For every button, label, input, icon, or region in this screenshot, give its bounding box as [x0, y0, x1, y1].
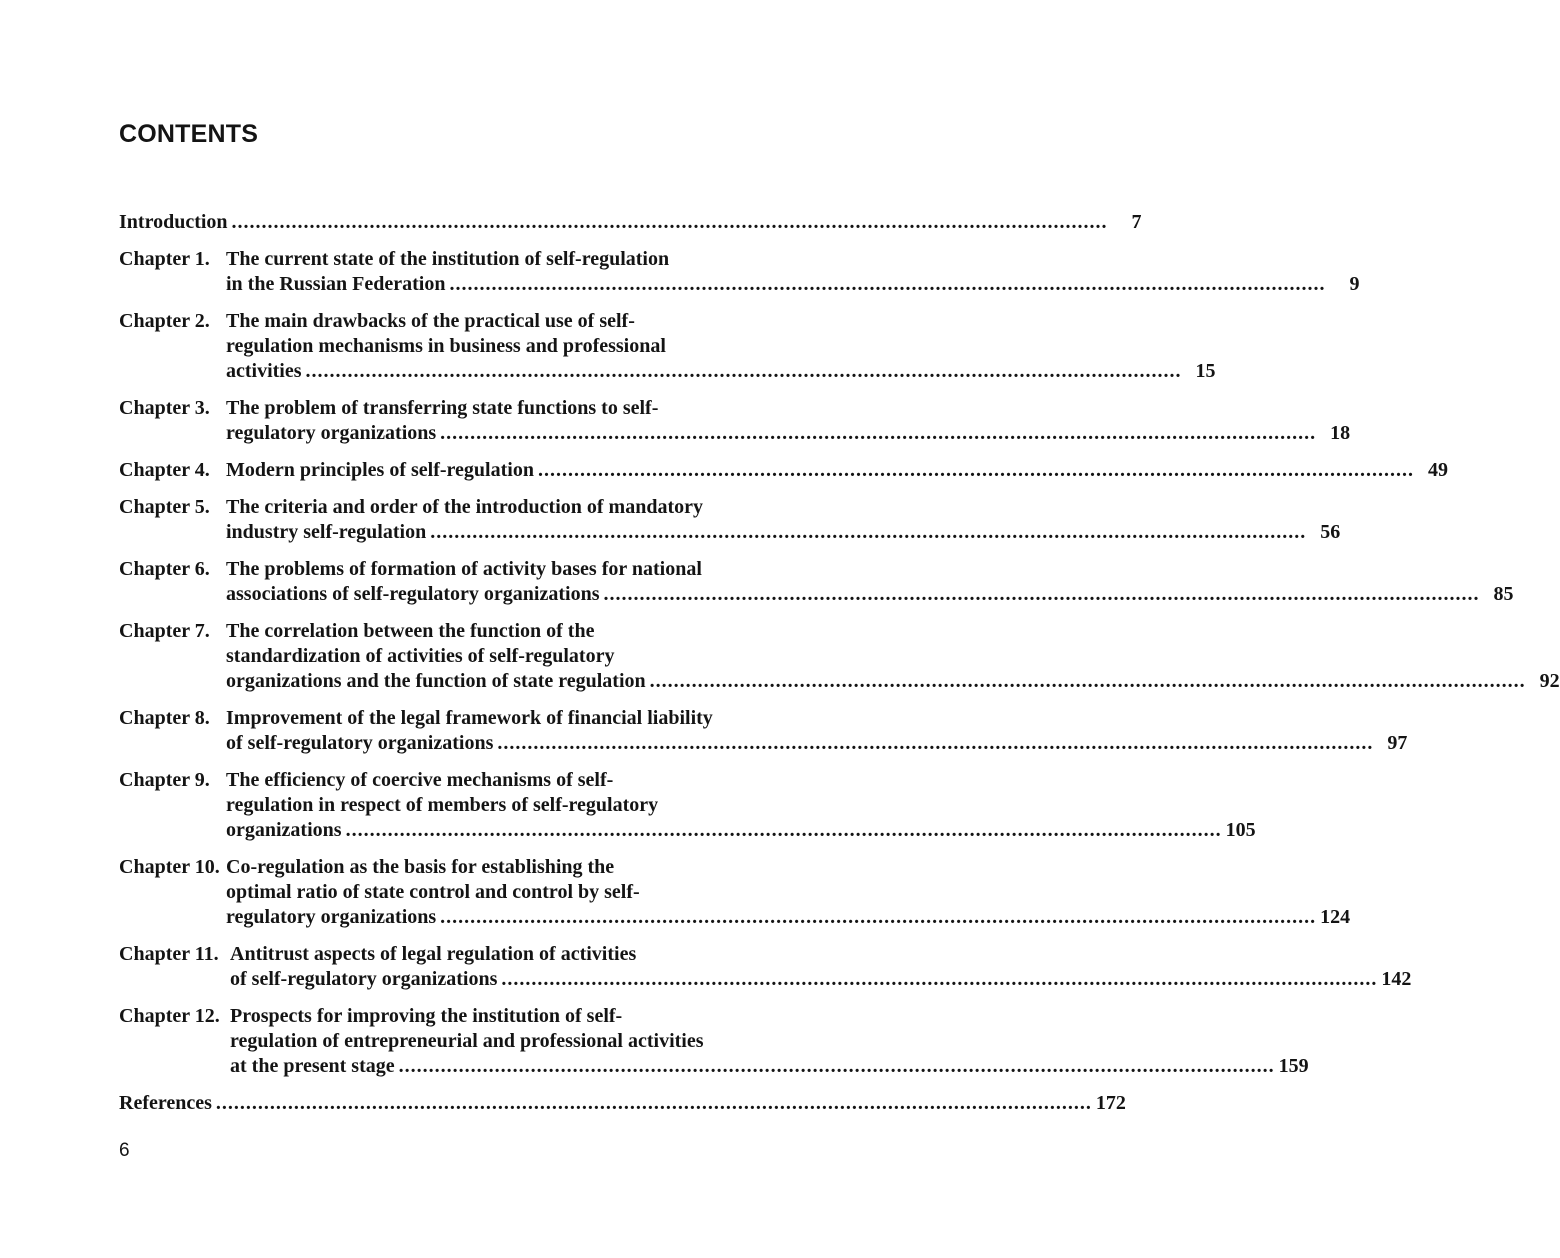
toc-entry-chapter-8: Chapter 8. Improvement of the legal framework of financial liability of self-regulatory organizations .................................................................................................................................................. 97: [119, 707, 1408, 754]
entry-title-line: The problem of transferring state functions to self-: [226, 397, 659, 419]
entry-page: 124: [1320, 906, 1351, 928]
chapter-label: Chapter 5.: [119, 496, 210, 518]
entry-title-line: Prospects for improving the institution of self-: [230, 1005, 623, 1027]
chapter-label: Chapter 2.: [119, 310, 210, 332]
entry-title-line: The correlation between the function of the: [226, 620, 595, 642]
chapter-label: Chapter 6.: [119, 558, 210, 580]
entry-page: 92: [1539, 670, 1560, 692]
entry-title-line: of self-regulatory organizations: [230, 968, 498, 990]
chapter-label: Chapter 7.: [119, 620, 210, 642]
chapter-label: Chapter 8.: [119, 707, 210, 729]
entry-page: 172: [1095, 1092, 1126, 1114]
entry-page: 85: [1493, 583, 1514, 605]
toc-entry-chapter-6: Chapter 6. The problems of formation of activity bases for national associations of self-regulatory organizations .................................................................................................................................................. 85: [119, 558, 1514, 605]
entry-title-line: standardization of activities of self-regulatory: [226, 645, 615, 667]
toc-entry-chapter-10: Chapter 10. Co-regulation as the basis for establishing the optimal ratio of state control and control by self- regulatory organizations .................................................................................................................................................. 124: [119, 856, 1351, 928]
chapter-label: Chapter 1.: [119, 248, 210, 270]
chapter-label: Chapter 12.: [119, 1005, 220, 1027]
toc-entry-chapter-2: Chapter 2. The main drawbacks of the practical use of self- regulation mechanisms in business and professional activities .................................................................................................................................................. 15: [119, 310, 1216, 382]
toc-entry-chapter-3: Chapter 3. The problem of transferring state functions to self- regulatory organizations .................................................................................................................................................. 18: [119, 397, 1351, 444]
entry-title-line: in the Russian Federation: [226, 273, 446, 295]
toc-entry-chapter-5: Chapter 5. The criteria and order of the introduction of mandatory industry self-regulation .................................................................................................................................................. 56: [119, 496, 1341, 543]
entry-title-line: optimal ratio of state control and control by self-: [226, 881, 640, 903]
entry-title-line: The problems of formation of activity bases for national: [226, 558, 702, 580]
toc-entry-chapter-4: Chapter 4. Modern principles of self-regulation .................................................................................................................................................. 49: [119, 459, 1448, 481]
entry-title-line: Modern principles of self-regulation: [226, 459, 534, 481]
entry-title-line: Co-regulation as the basis for establishing the: [226, 856, 615, 878]
entry-page: 9: [1349, 273, 1360, 295]
toc-entry-introduction: Introduction .................................................................................................................................................. 7: [119, 211, 1142, 233]
entry-title: References: [119, 1092, 212, 1114]
entry-title-line: at the present stage: [230, 1055, 395, 1077]
entry-page: 49: [1427, 459, 1448, 481]
toc-entry-chapter-1: Chapter 1. The current state of the institution of self-regulation in the Russian Federation .................................................................................................................................................. 9: [119, 248, 1360, 295]
toc-entry-chapter-9: Chapter 9. The efficiency of coercive mechanisms of self- regulation in respect of members of self-regulatory organizations .................................................................................................................................................. 105: [119, 769, 1256, 841]
entry-page: 105: [1225, 819, 1256, 841]
entry-title-line: activities: [226, 360, 302, 382]
table-of-contents: [119, 210, 1560, 1128]
entry-page: 15: [1195, 360, 1216, 382]
entry-title-line: regulatory organizations: [226, 906, 437, 928]
entry-title-line: The main drawbacks of the practical use of self-: [226, 310, 635, 332]
toc-entry-chapter-7: Chapter 7. The correlation between the function of the standardization of activities of self-regulatory organizations and the function of state regulation .................................................................................................................................................. 92: [119, 620, 1560, 692]
entry-title-line: The criteria and order of the introduction of mandatory: [226, 496, 704, 518]
entry-title-line: organizations: [226, 819, 342, 841]
page-title: CONTENTS: [119, 120, 259, 148]
entry-title-line: of self-regulatory organizations: [226, 732, 494, 754]
entry-page: 7: [1131, 211, 1142, 233]
entry-page: 97: [1387, 732, 1408, 754]
entry-page: 142: [1381, 968, 1412, 990]
chapter-label: Chapter 11.: [119, 943, 219, 965]
entry-page: 18: [1330, 422, 1351, 444]
entry-title-line: associations of self-regulatory organizations: [226, 583, 600, 605]
entry-title-line: regulatory organizations: [226, 422, 437, 444]
entry-title-line: regulation in respect of members of self-regulatory: [226, 794, 659, 816]
toc-entry-references: References .................................................................................................................................................. 172: [119, 1092, 1126, 1114]
entry-page: 56: [1320, 521, 1341, 543]
chapter-label: Chapter 9.: [119, 769, 210, 791]
entry-title-line: regulation of entrepreneurial and professional activities: [230, 1030, 704, 1052]
entry-title-line: regulation mechanisms in business and professional: [226, 335, 666, 357]
chapter-label: Chapter 10.: [119, 856, 220, 878]
entry-title-line: organizations and the function of state regulation: [226, 670, 646, 692]
entry-title: Introduction: [119, 211, 228, 233]
page-number: 6: [119, 1140, 130, 1161]
entry-title-line: industry self-regulation: [226, 521, 427, 543]
entry-title-line: The efficiency of coercive mechanisms of self-: [226, 769, 614, 791]
toc-entry-chapter-12: Chapter 12. Prospects for improving the institution of self- regulation of entrepreneurial and professional activities at the present stage .................................................................................................................................................. 159: [119, 1005, 1309, 1077]
toc-entry-chapter-11: Chapter 11. Antitrust aspects of legal regulation of activities of self-regulatory organizations .................................................................................................................................................. 142: [119, 943, 1412, 990]
chapter-label: Chapter 4.: [119, 459, 210, 481]
entry-page: 159: [1278, 1055, 1309, 1077]
chapter-label: Chapter 3.: [119, 397, 210, 419]
entry-title-line: The current state of the institution of self-regulation: [226, 248, 670, 270]
entry-title-line: Antitrust aspects of legal regulation of activities: [230, 943, 637, 965]
entry-title-line: Improvement of the legal framework of financial liability: [226, 707, 713, 729]
